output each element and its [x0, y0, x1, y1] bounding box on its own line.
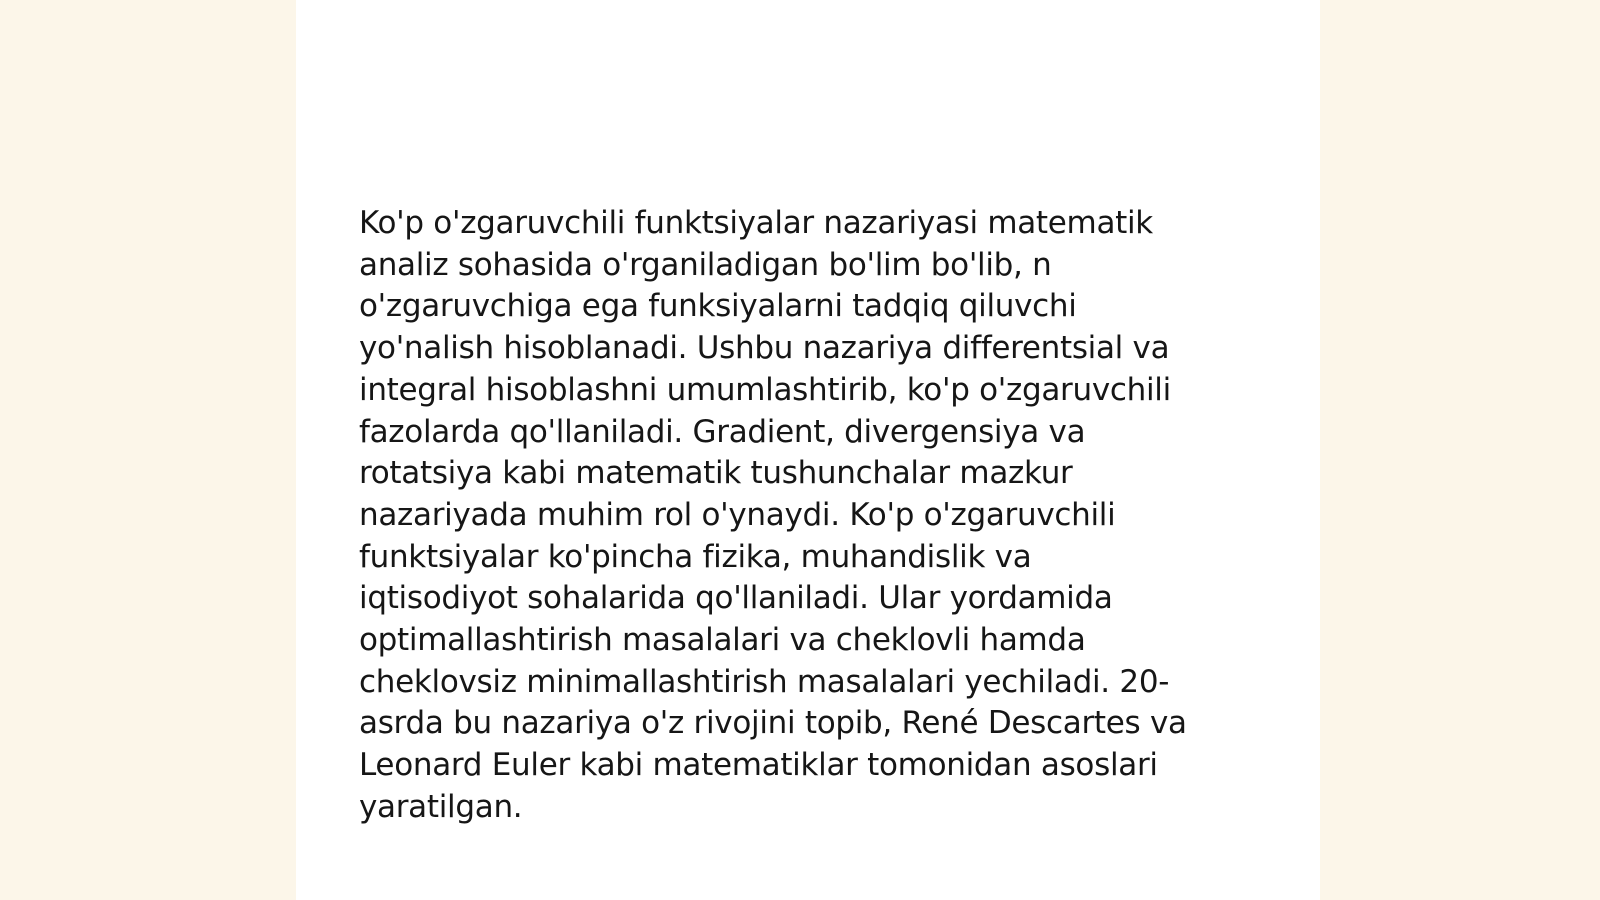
- document-page: [296, 0, 1320, 900]
- paragraph-line: nazariyada muhim rol o'ynaydi. Ko'p o'zgaruvchili: [359, 496, 1116, 533]
- paragraph-line: yaratilgan.: [359, 788, 523, 825]
- paragraph-line: cheklovsiz minimallashtirish masalalari yechiladi. 20-: [359, 663, 1170, 700]
- paragraph-line: fazolarda qo'llaniladi. Gradient, divergensiya va: [359, 413, 1086, 450]
- paragraph-line: yo'nalish hisoblanadi. Ushbu nazariya differentsial va: [359, 330, 1170, 367]
- paragraph-line: Leonard Euler kabi matematiklar tomonidan asoslari: [359, 747, 1158, 784]
- paragraph-line: o'zgaruvchiga ega funksiyalarni tadqiq qiluvchi: [359, 288, 1077, 325]
- paragraph-line: funktsiyalar ko'pincha fizika, muhandislik va: [359, 538, 1032, 575]
- paragraph-line: integral hisoblashni umumlashtirib, ko'p o'zgaruvchili: [359, 371, 1171, 408]
- paragraph-line: optimallashtirish masalalari va cheklovli hamda: [359, 622, 1086, 659]
- body-paragraph: [359, 203, 1239, 829]
- paragraph-line: analiz sohasida o'rganiladigan bo'lim bo'lib, n: [359, 246, 1052, 283]
- paragraph-line: rotatsiya kabi matematik tushunchalar mazkur: [359, 455, 1073, 492]
- paragraph-line: iqtisodiyot sohalarida qo'llaniladi. Ular yordamida: [359, 580, 1113, 617]
- paragraph-line: Ko'p o'zgaruvchili funktsiyalar nazariyasi matematik: [359, 205, 1153, 241]
- paragraph-line: asrda bu nazariya o'z rivojini topib, René Descartes va: [359, 705, 1187, 742]
